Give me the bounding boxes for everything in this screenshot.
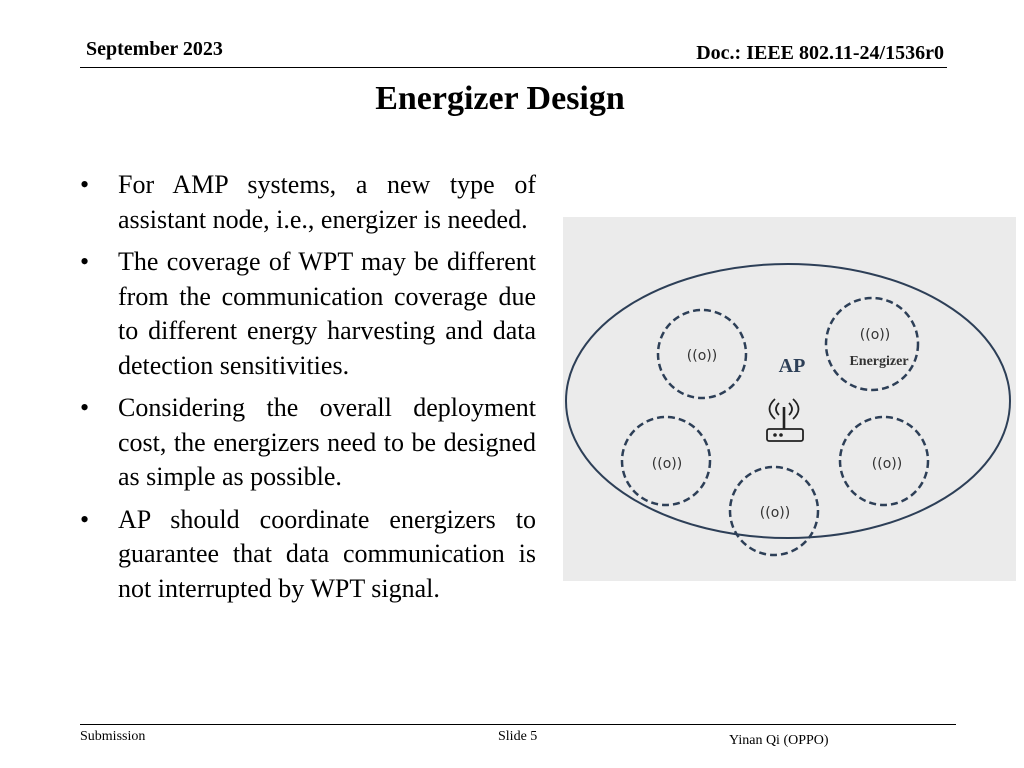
header-doc-id: Doc.: IEEE 802.11-24/1536r0	[696, 42, 944, 64]
energizer-icon: ((o))	[759, 505, 791, 521]
ap-label: AP	[778, 355, 806, 377]
bullet-text: For AMP systems, a new type of assistant node, i.e., energizer is needed.	[118, 170, 536, 234]
bullet-item	[80, 168, 536, 237]
footer-slide-number: Slide 5	[498, 729, 538, 744]
bullet-item	[80, 245, 536, 383]
bullet-dot: •	[80, 170, 90, 199]
ap-coverage-ellipse	[566, 264, 1010, 538]
footer-submission: Submission	[80, 729, 146, 744]
footer-rule	[80, 724, 956, 725]
bullet-list	[80, 168, 536, 614]
header-rule	[80, 67, 947, 68]
diagram-svg	[563, 217, 1016, 581]
slide-title: Energizer Design	[375, 80, 625, 117]
energizer-icon: ((o))	[859, 327, 891, 343]
header-date: September 2023	[86, 38, 223, 60]
bullet-item	[80, 503, 536, 607]
bullet-text: AP should coordinate energizers to guarantee that data communication is not interrupted by WPT signal.	[118, 504, 536, 603]
energizer-icon: ((o))	[651, 456, 683, 472]
bullet-dot: •	[80, 247, 90, 276]
energizer-coverage-circle	[826, 298, 918, 390]
energizer-icon: ((o))	[871, 456, 903, 472]
bullet-text: Considering the overall deployment cost, the energizers need to be designed as simple as possible.	[118, 393, 536, 491]
bullet-dot: •	[80, 504, 90, 534]
energizer-icon: ((o))	[686, 348, 718, 364]
footer-author: Yinan Qi (OPPO)	[729, 733, 829, 748]
router-icon	[767, 399, 803, 441]
bullet-item	[80, 391, 536, 495]
energizer-diagram	[563, 217, 1016, 581]
bullet-text: The coverage of WPT may be different from the communication coverage due to different energy harvesting and data detection sensitivities.	[118, 247, 536, 380]
bullet-dot: •	[80, 393, 90, 422]
energizer-label: Energizer	[849, 354, 909, 369]
